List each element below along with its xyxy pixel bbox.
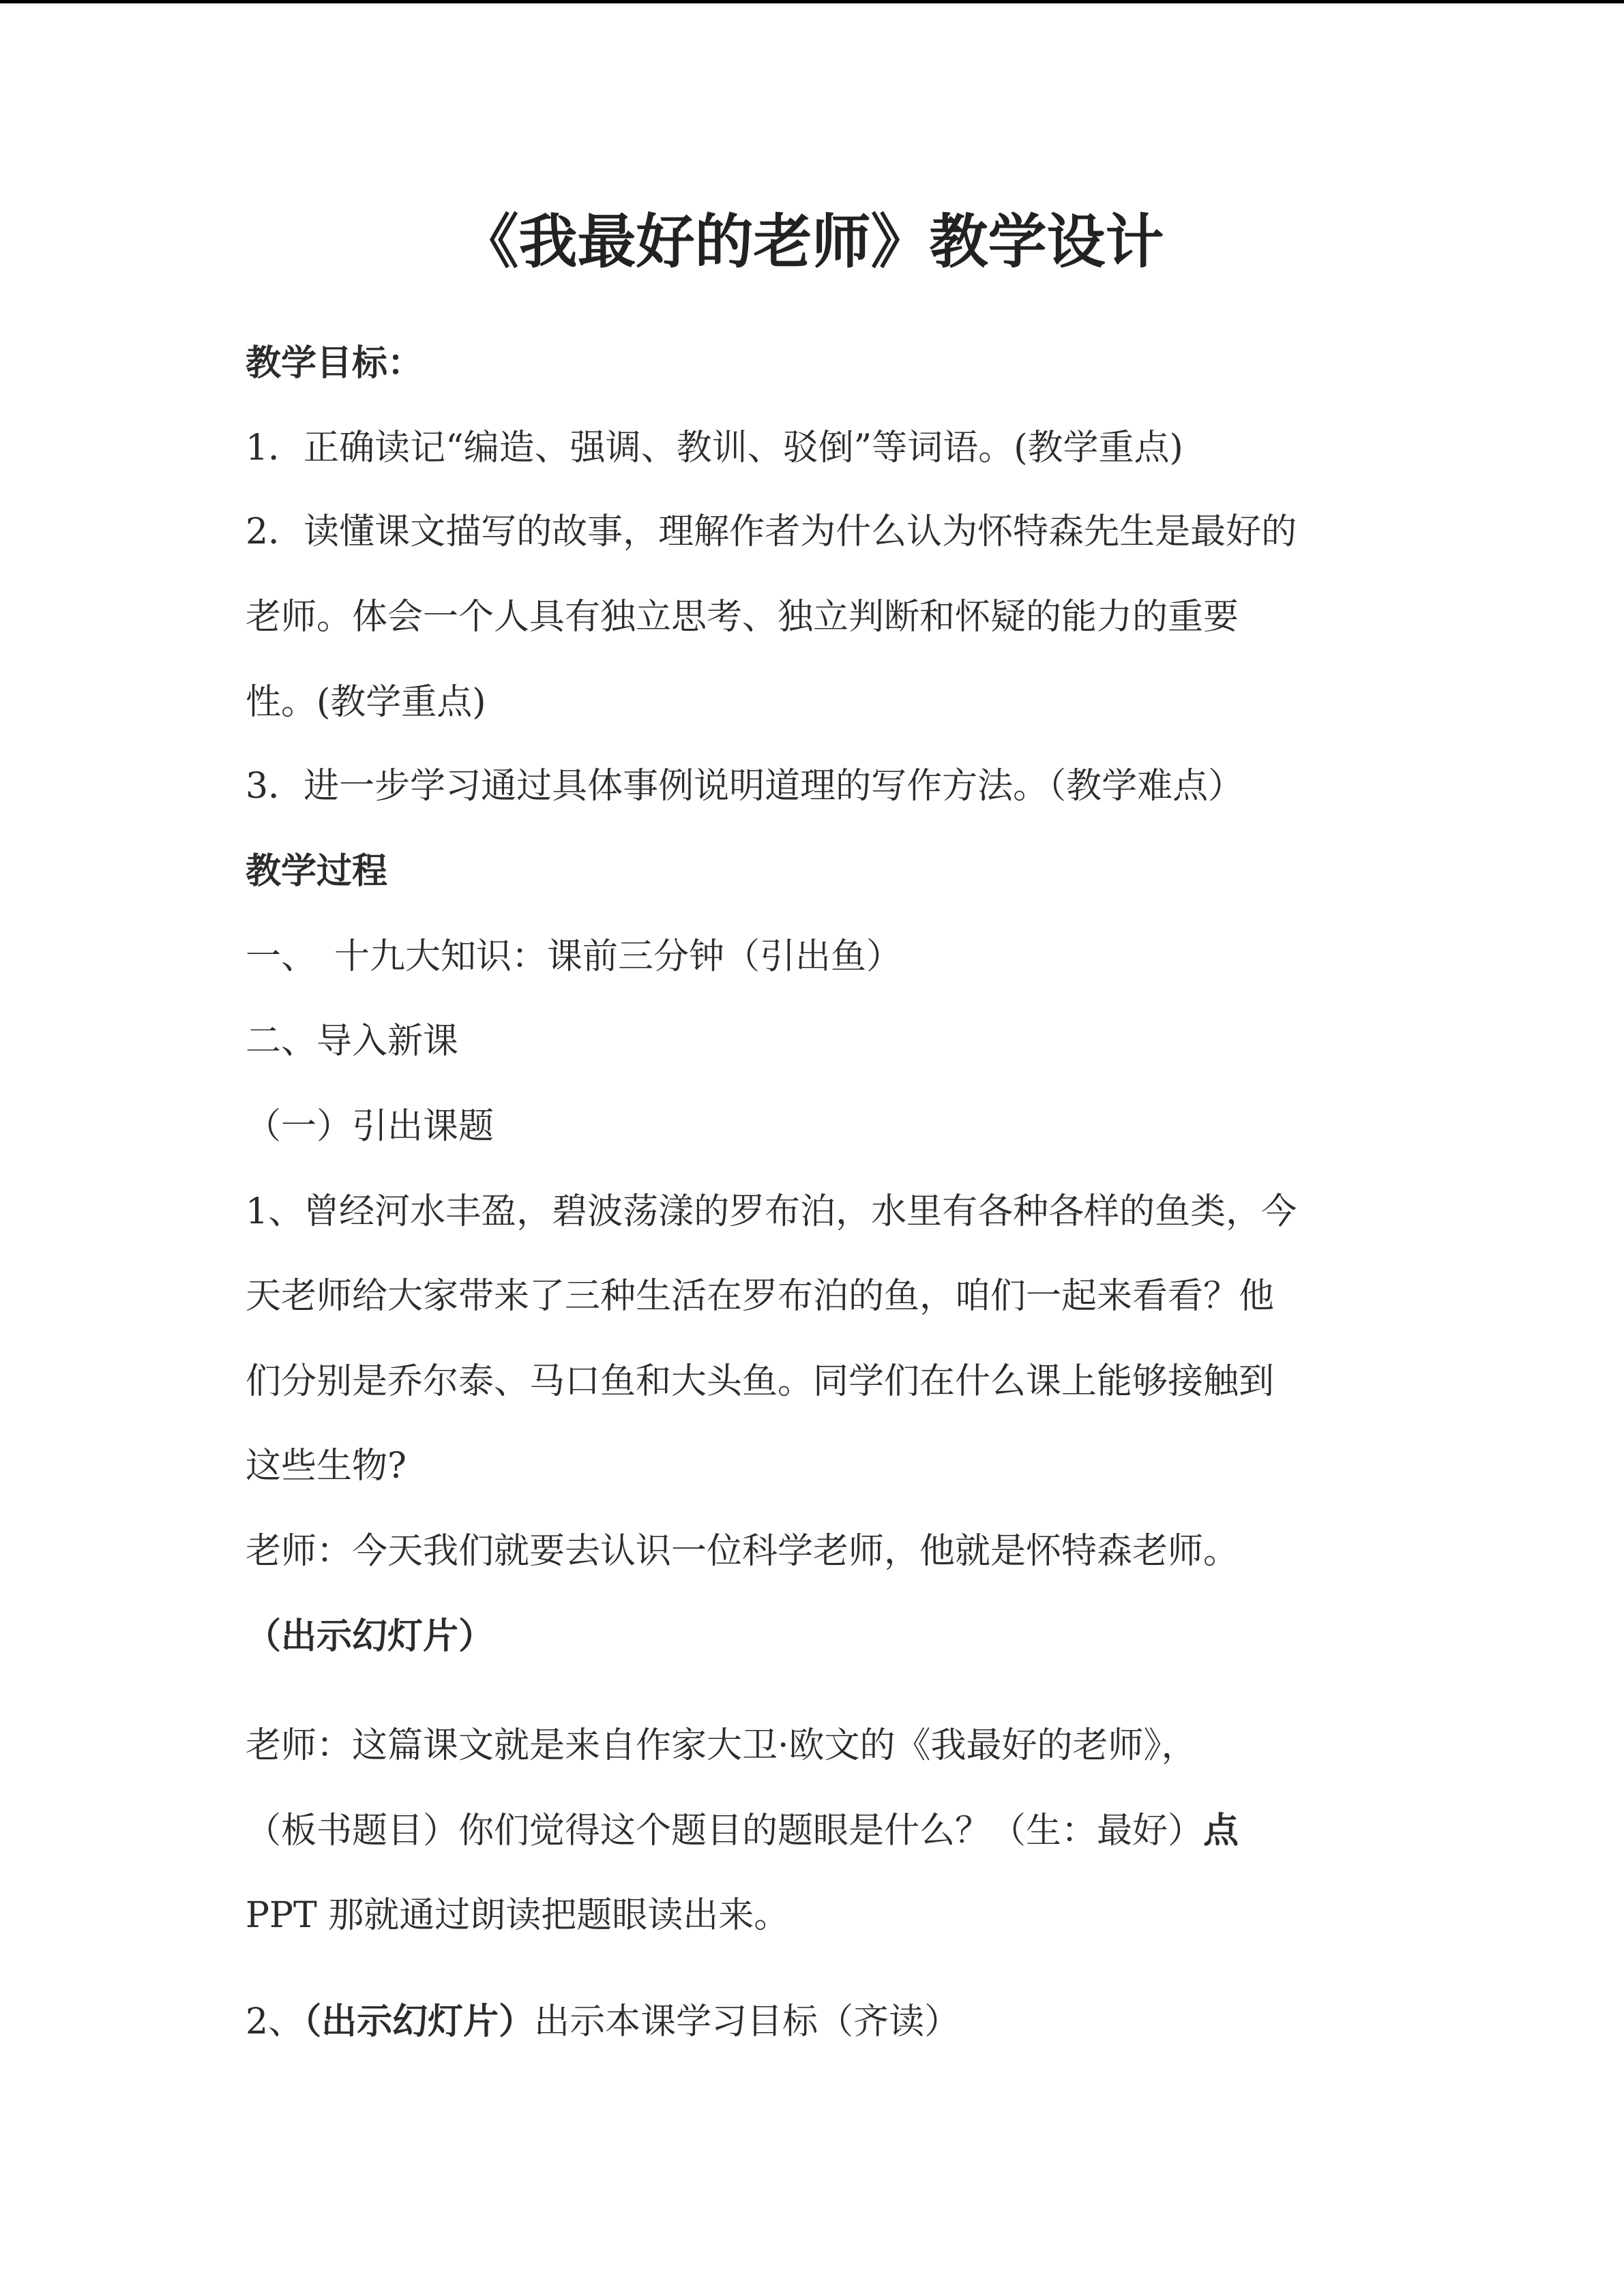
document-title: 《我最好的老师》教学设计 <box>460 207 1164 276</box>
teacher-line-2-end: PPT 那就通过朗读把题眼读出来。 <box>246 1895 790 1936</box>
goals-heading: 教学目标： <box>246 343 424 384</box>
step-2-item-2-number: 2、 <box>246 2001 304 2042</box>
goal-item-1: 1．正确读记“编造、强调、教训、驳倒”等词语。(教学重点) <box>246 428 1183 468</box>
teacher-line-2: 老师：这篇课文就是来自作家大卫·欧文的《我最好的老师》， <box>246 1725 1197 1766</box>
paragraph-1-line-4: 这些生物? <box>246 1446 407 1487</box>
paragraph-1-line-2: 天老师给大家带来了三种生活在罗布泊的鱼，咱们一起来看看？他 <box>246 1276 1275 1317</box>
goal-item-2-line-3: 性。(教学重点) <box>246 682 486 723</box>
step-1-number: 一、 <box>246 936 317 977</box>
teacher-line-1: 老师：今天我们就要去认识一位科学老师，他就是怀特森老师。 <box>246 1531 1239 1572</box>
teacher-line-2-click-note: 点 <box>1203 1810 1239 1851</box>
teacher-line-2-continued <box>246 1807 1239 1855</box>
page-top-border <box>0 0 1624 3</box>
goal-item-2-line-2: 老师。体会一个人具有独立思考、独立判断和怀疑的能力的重要 <box>246 597 1239 638</box>
step-2-item-2 <box>246 1998 960 2046</box>
step-1 <box>246 933 902 981</box>
goal-item-3: 3．进一步学习通过具体事例说明道理的写作方法。（教学难点） <box>246 766 1244 807</box>
goal-item-2-line-1: 2．读懂课文描写的故事，理解作者为什么认为怀特森先生是最好的 <box>246 511 1297 552</box>
paragraph-1-line-3: 们分别是乔尔泰、马口鱼和大头鱼。同学们在什么课上能够接触到 <box>246 1361 1275 1402</box>
step-2-item-2-text: 出示本课学习目标（齐读） <box>534 2001 960 2042</box>
step-1-text: 十九大知识：课前三分钟（引出鱼） <box>334 936 902 977</box>
step-2: 二、导入新课 <box>246 1021 459 1062</box>
paragraph-1-line-1: 1、曾经河水丰盈，碧波荡漾的罗布泊，水里有各种各样的鱼类，今 <box>246 1191 1297 1232</box>
sub-step-1: （一）引出课题 <box>246 1106 494 1147</box>
step-2-item-2-slide-note: （出示幻灯片） <box>304 2001 535 2042</box>
process-heading: 教学过程 <box>246 851 388 892</box>
slide-note-1: （出示幻灯片） <box>246 1616 494 1657</box>
teacher-line-2-question: （板书题目）你们觉得这个题目的题眼是什么？（生：最好） <box>246 1810 1204 1851</box>
